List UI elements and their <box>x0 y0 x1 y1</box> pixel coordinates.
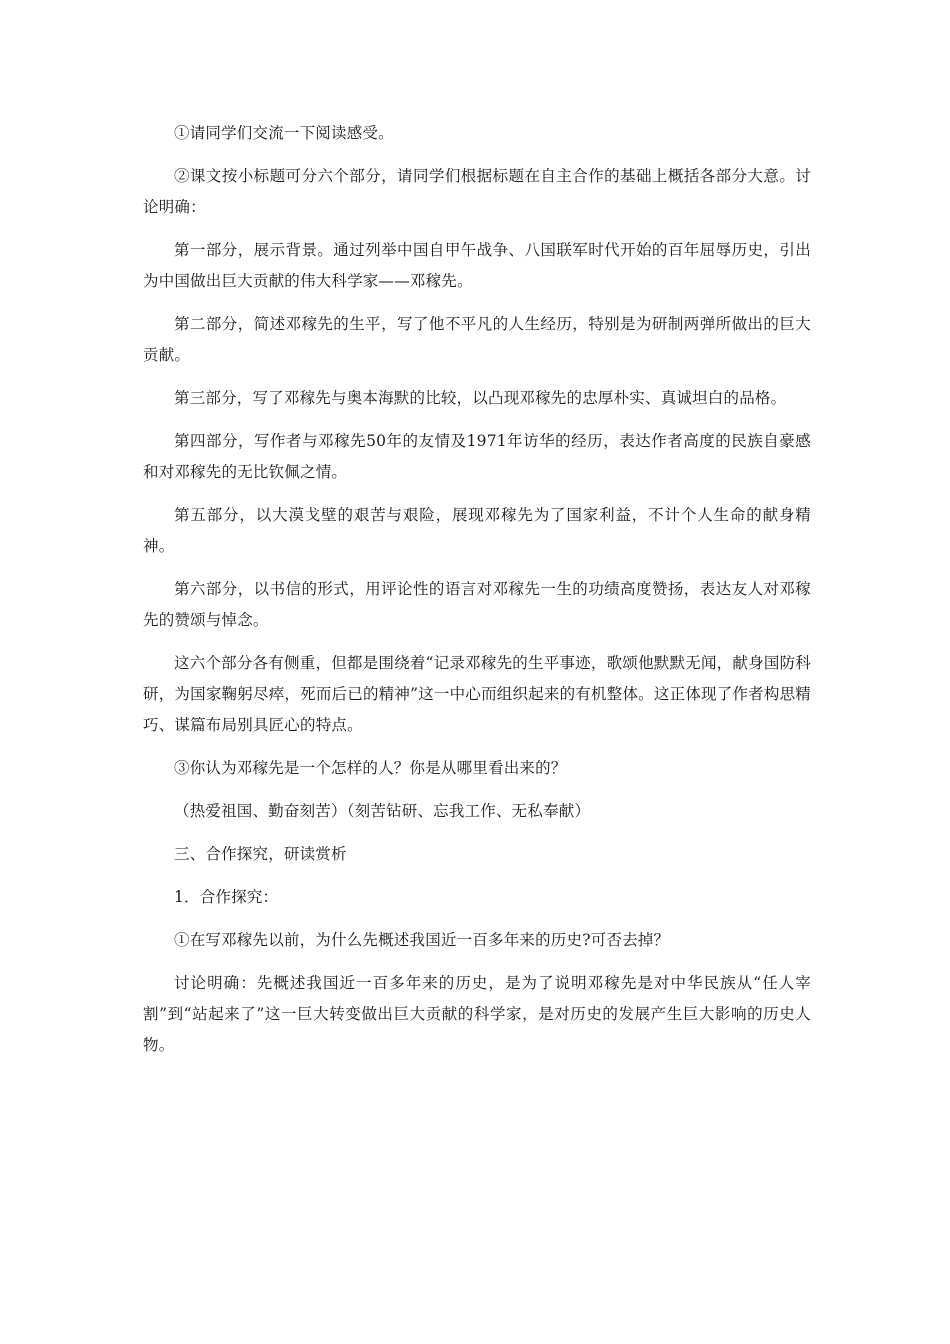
paragraph-inquiry-question: ①在写邓稼先以前，为什么先概述我国近一百多年来的历史?可否去掉？ <box>174 931 670 949</box>
paragraph-part-one: 第一部分，展示背景。通过列举中国自甲午战争、八国联军时代开始的百年屈辱历史，引出为中国做出巨大贡献的伟大科学家——邓稼先。 <box>143 241 811 290</box>
paragraph-summary: 这六个部分各有侧重，但都是围绕着“记录邓稼先的生平事迹，歌颂他默默无闻，献身国防科研，为国家鞠躬尽瘁，死而后已的精神”这一中心而组织起来的有机整体。这正体现了作者构思精巧、谋篇布局别具匠心的特点。 <box>143 654 811 734</box>
paragraph-answer-traits: （热爱祖国、勤奋刻苦）（刻苦钻研、忘我工作、无私奉献） <box>174 802 591 820</box>
paragraph-part-three: 第三部分，写了邓稼先与奥本海默的比较，以凸现邓稼先的忠厚朴实、真诚坦白的品格。 <box>174 389 787 407</box>
paragraph-inquiry-answer: 讨论明确：先概述我国近一百多年来的历史，是为了说明邓稼先是对中华民族从“任人宰割”到“站起来了”这一巨大转变做出巨大贡献的科学家，是对历史的发展产生巨大影响的历史人物。 <box>143 974 811 1054</box>
paragraph-part-two: 第二部分，简述邓稼先的生平，写了他不平凡的人生经历，特别是为研制两弹所做出的巨大贡献。 <box>143 315 811 364</box>
paragraph-part-four: 第四部分，写作者与邓稼先50年的友情及1971年访华的经历，表达作者高度的民族自豪感和对邓稼先的无比钦佩之情。 <box>143 432 811 481</box>
paragraph-share-feelings: ①请同学们交流一下阅读感受。 <box>174 124 394 142</box>
section-heading-cooperative-inquiry: 三、合作探究，研读赏析 <box>174 845 347 863</box>
subheading-cooperative-inquiry: 1．合作探究： <box>174 888 279 906</box>
document-page <box>143 118 811 1073</box>
paragraph-part-six: 第六部分，以书信的形式，用评论性的语言对邓稼先一生的功绩高度赞扬，表达友人对邓稼先的赞颂与悼念。 <box>143 580 811 629</box>
paragraph-question-three: ③你认为邓稼先是一个怎样的人？你是从哪里看出来的？ <box>174 759 567 777</box>
paragraph-part-five: 第五部分，以大漠戈壁的艰苦与艰险，展现邓稼先为了国家利益，不计个人生命的献身精神。 <box>143 506 811 555</box>
paragraph-six-parts-question: ②课文按小标题可分六个部分，请同学们根据标题在自主合作的基础上概括各部分大意。讨论明确： <box>143 167 811 216</box>
